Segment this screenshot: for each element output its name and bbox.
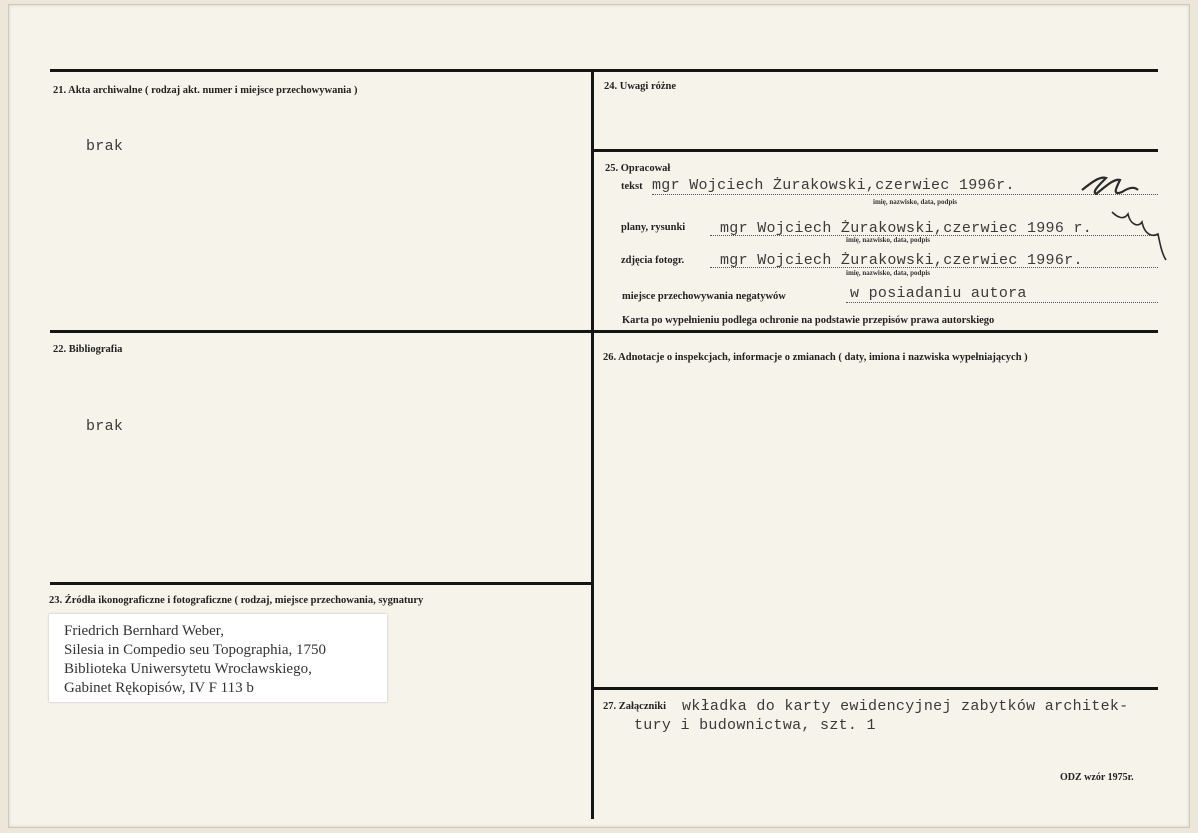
tekst-caption: imię, nazwisko, data, podpis — [873, 198, 958, 206]
rule-25 — [592, 149, 1158, 152]
section-23-label: 23. Źródła ikonograficzne i fotograficzne ( rodzaj, miejsce przechowania, sygnatury — [49, 595, 424, 606]
rule-23 — [50, 582, 592, 585]
top-rule — [50, 69, 1158, 72]
rule-22 — [50, 330, 1158, 333]
center-divider — [591, 69, 594, 819]
zdjecia-value: mgr Wojciech Żurakowski,czerwiec 1996r. — [720, 252, 1083, 269]
section-26-label: 26. Adnotacje o inspekcjach, informacje o zmianach ( daty, imiona i nazwiska wypełniających ) — [603, 352, 1028, 363]
section-22-value: brak — [86, 418, 124, 435]
section-27-label: 27. Załączniki — [603, 701, 667, 712]
section-22-label: 22. Bibliografia — [53, 344, 123, 355]
tekst-value: mgr Wojciech Żurakowski,czerwiec 1996r. — [652, 177, 1015, 194]
handwritten-signature — [1078, 168, 1168, 268]
negatywy-label: miejsce przechowywania negatywów — [622, 291, 786, 302]
zdjecia-label: zdjęcia fotogr. — [621, 255, 685, 266]
zdjecia-caption: imię, nazwisko, data, podpis — [846, 269, 931, 277]
source-line-3: Biblioteka Uniwersytetu Wrocławskiego, — [64, 661, 312, 677]
plany-label: plany, rysunki — [621, 222, 686, 233]
source-line-2: Silesia in Compedio seu Topographia, 1750 — [64, 642, 326, 658]
copyright-note: Karta po wypełnieniu podlega ochronie na podstawie przepisów prawa autorskiego — [622, 315, 995, 326]
source-line-1: Friedrich Bernhard Weber, — [64, 623, 224, 639]
section-21-value: brak — [86, 138, 124, 155]
section-25-label: 25. Opracował — [605, 163, 671, 174]
section-27-line-2: tury i budownictwa, szt. 1 — [634, 717, 876, 734]
source-line-4: Gabinet Rękopisów, IV F 113 b — [64, 680, 254, 696]
tekst-label: tekst — [621, 181, 643, 192]
section-27-line-1: wkładka do karty ewidencyjnej zabytków architek- — [682, 698, 1129, 715]
section-21-label: 21. Akta archiwalne ( rodzaj akt. numer i miejsce przechowywania ) — [53, 85, 358, 96]
section-24-label: 24. Uwagi różne — [604, 81, 677, 92]
plany-value: mgr Wojciech Żurakowski,czerwiec 1996 r. — [720, 220, 1093, 237]
plany-caption: imię, nazwisko, data, podpis — [846, 236, 931, 244]
pasted-source-slip — [49, 614, 387, 702]
rule-27 — [592, 687, 1158, 690]
form-version: ODZ wzór 1975r. — [1060, 772, 1134, 783]
negatywy-dotted-line — [846, 302, 1158, 303]
negatywy-value: w posiadaniu autora — [850, 285, 1027, 302]
